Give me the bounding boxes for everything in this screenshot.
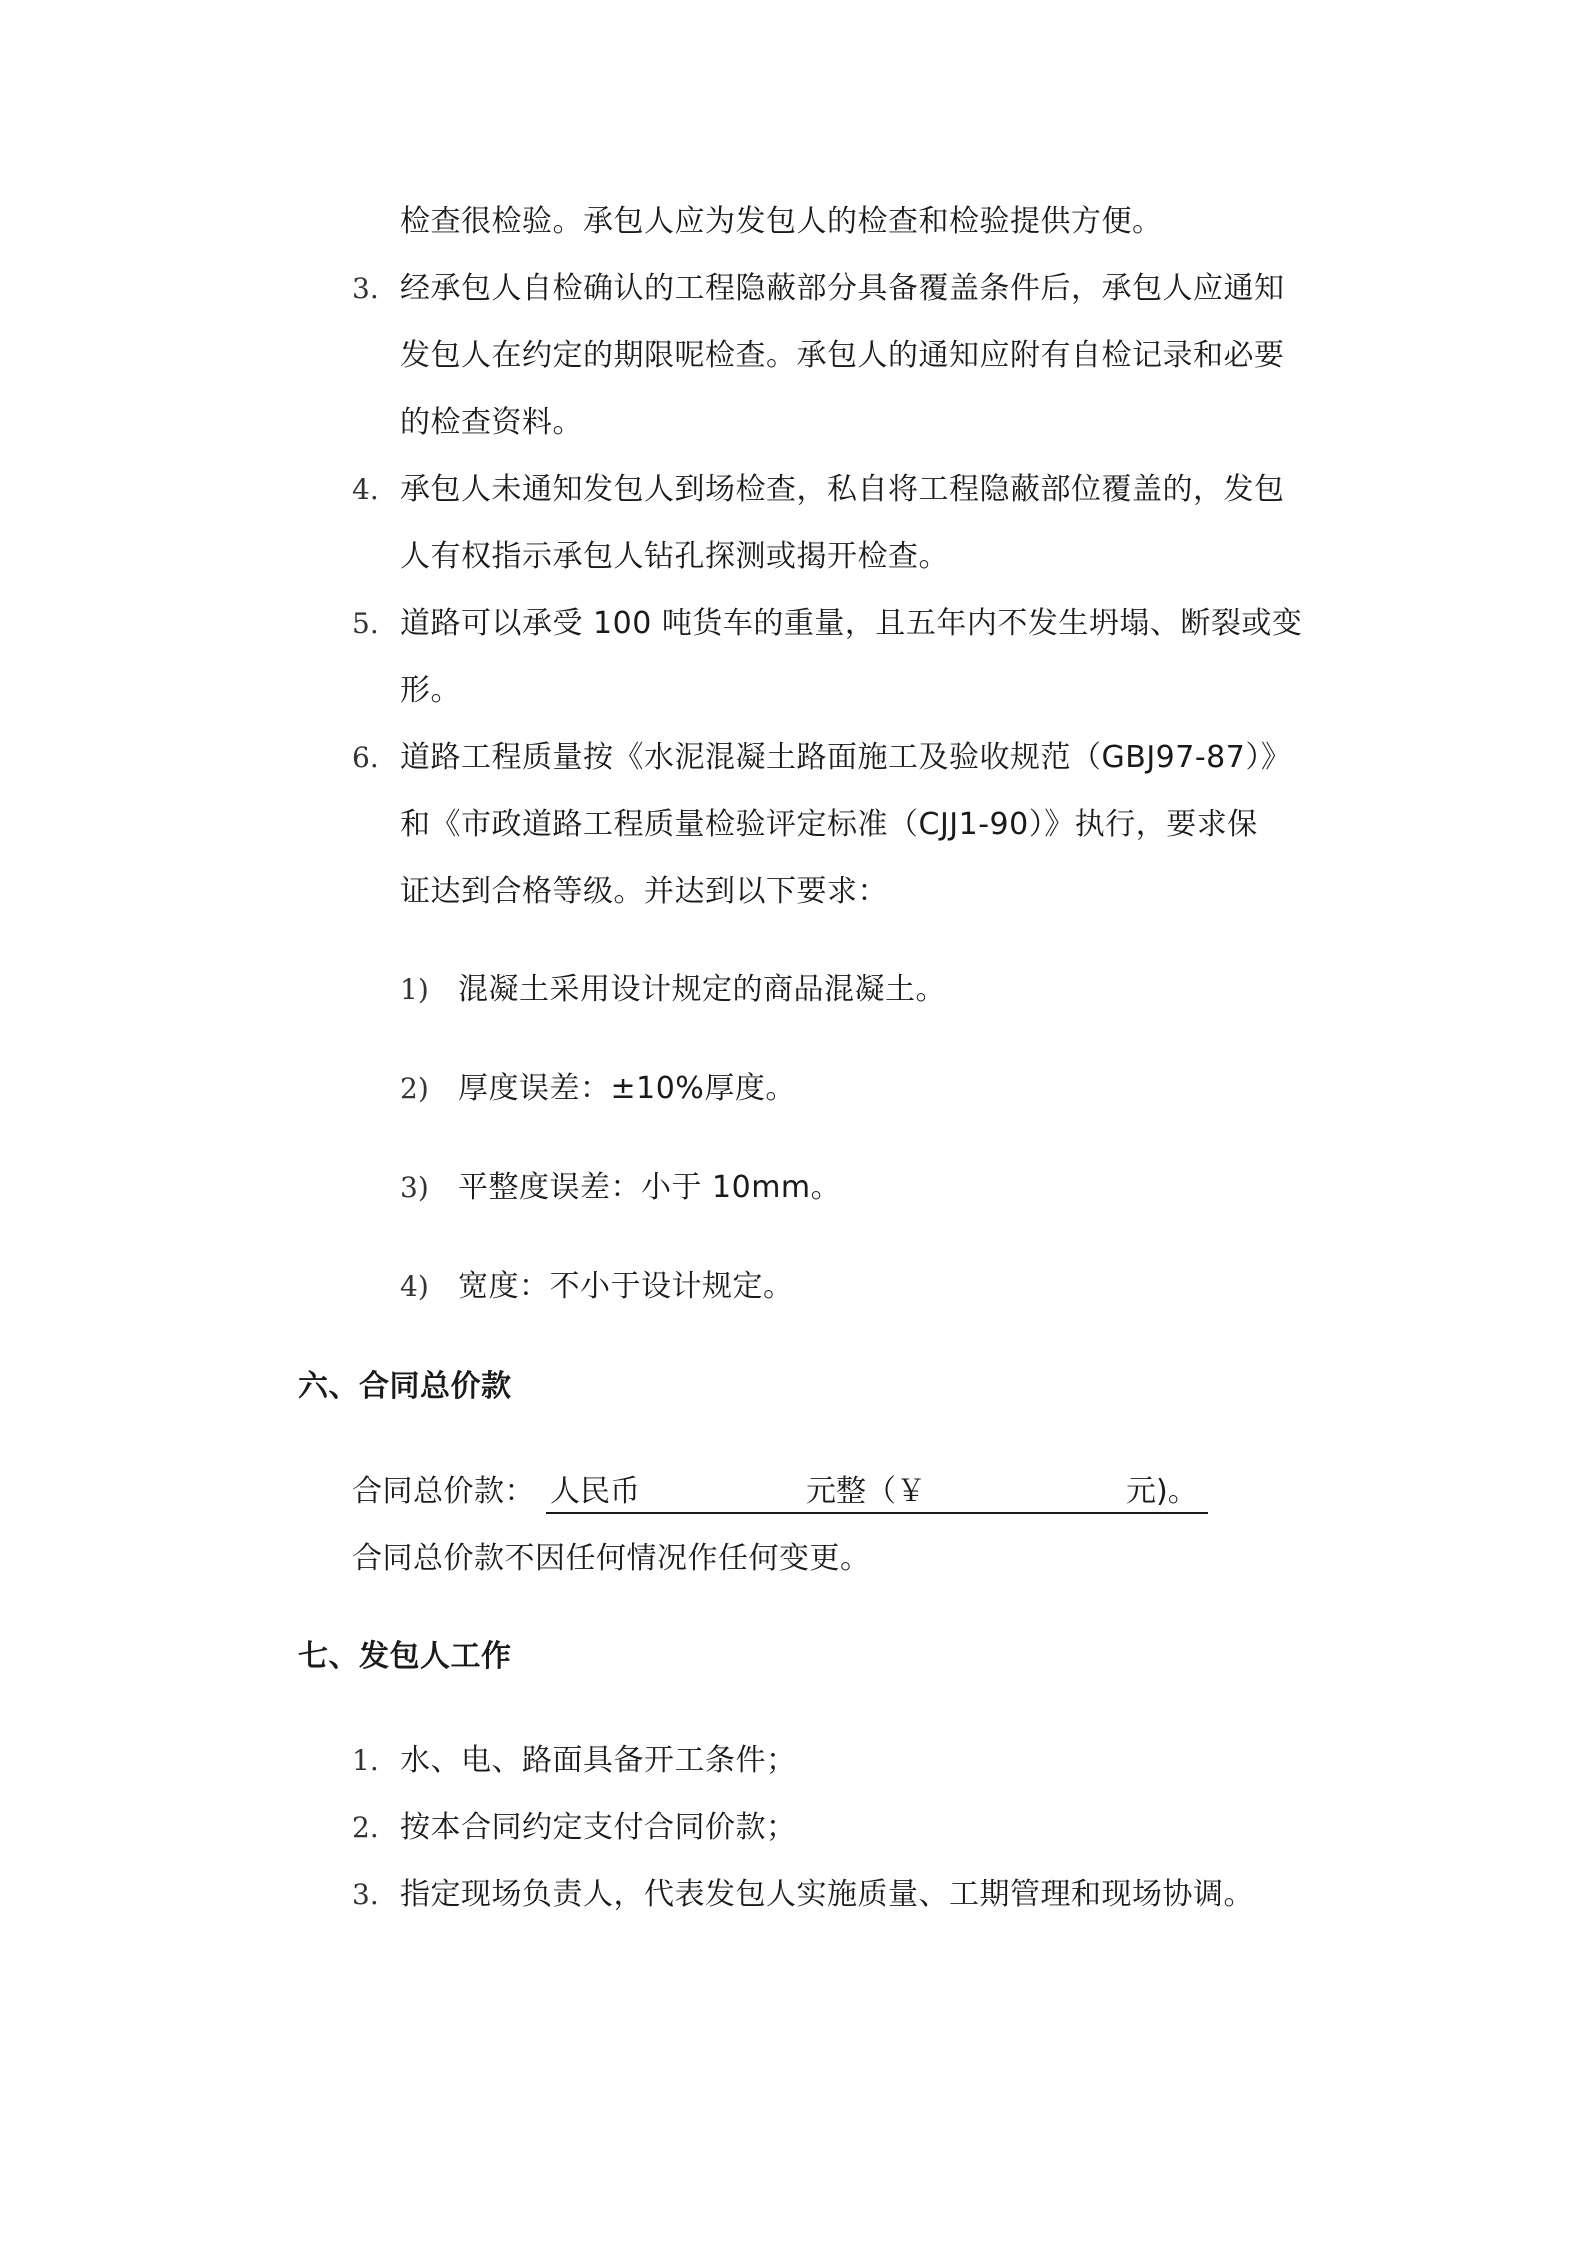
list-item-line: 道路可以承受 100 吨货车的重量，且五年内不发生坍塌、断裂或变 <box>400 606 1303 641</box>
list-item-text: 指定现场负责人，代表发包人实施质量、工期管理和现场协调。 <box>400 1877 1254 1912</box>
yuan-whole-label: 元整（￥ <box>806 1474 926 1509</box>
sub-item-number: 3) <box>400 1171 429 1204</box>
list-item-line: 发包人在约定的期限呢检查。承包人的通知应附有自检记录和必要 <box>400 338 1285 373</box>
sub-item-text: 厚度误差：±10%厚度。 <box>458 1071 796 1106</box>
list-item-number: 3. <box>352 272 379 305</box>
list-item-number: 6. <box>352 741 379 774</box>
sub-item-text: 平整度误差：小于 10mm。 <box>458 1170 842 1205</box>
list-item-text: 按本合同约定支付合同价款； <box>400 1810 797 1845</box>
rmb-label: 人民币 <box>550 1474 640 1509</box>
section-heading-employer: 七、发包人工作 <box>298 1639 512 1674</box>
sub-item-number: 4) <box>400 1270 429 1303</box>
sub-item-number: 1) <box>400 973 429 1006</box>
list-item-line: 道路工程质量按《水泥混凝土路面施工及验收规范（GBJ97-87）》 <box>400 740 1292 775</box>
list-item-number: 5. <box>352 607 379 640</box>
list-item-line: 形。 <box>400 673 461 708</box>
list-item-line: 的检查资料。 <box>400 405 583 440</box>
section-heading-price: 六、合同总价款 <box>298 1369 512 1404</box>
list-item-number: 2. <box>352 1811 379 1844</box>
list-item-line: 人有权指示承包人钻孔探测或揭开检查。 <box>400 539 949 574</box>
sub-item-text: 宽度：不小于设计规定。 <box>458 1269 794 1304</box>
list-item-number: 3. <box>352 1878 379 1911</box>
list-item-line: 证达到合格等级。并达到以下要求： <box>400 874 888 909</box>
price-note: 合同总价款不因任何情况作任何变更。 <box>352 1541 871 1576</box>
list-item-line: 经承包人自检确认的工程隐蔽部分具备覆盖条件后，承包人应通知 <box>400 271 1285 306</box>
sub-item-number: 2) <box>400 1072 429 1105</box>
list-item-number: 4. <box>352 473 379 506</box>
sub-item-text: 混凝土采用设计规定的商品混凝土。 <box>458 972 946 1007</box>
list-item-line: 承包人未通知发包人到场检查，私自将工程隐蔽部位覆盖的，发包 <box>400 472 1285 507</box>
list-item-number: 1. <box>352 1744 379 1777</box>
list-item-line: 和《市政道路工程质量检验评定标准（CJJ1-90）》执行，要求保 <box>400 807 1258 842</box>
price-label: 合同总价款： <box>352 1474 535 1509</box>
yuan-close-label: 元)。 <box>1126 1474 1198 1509</box>
continuation-line: 检查很检验。承包人应为发包人的检查和检验提供方便。 <box>400 204 1163 239</box>
list-item-text: 水、电、路面具备开工条件； <box>400 1743 797 1778</box>
